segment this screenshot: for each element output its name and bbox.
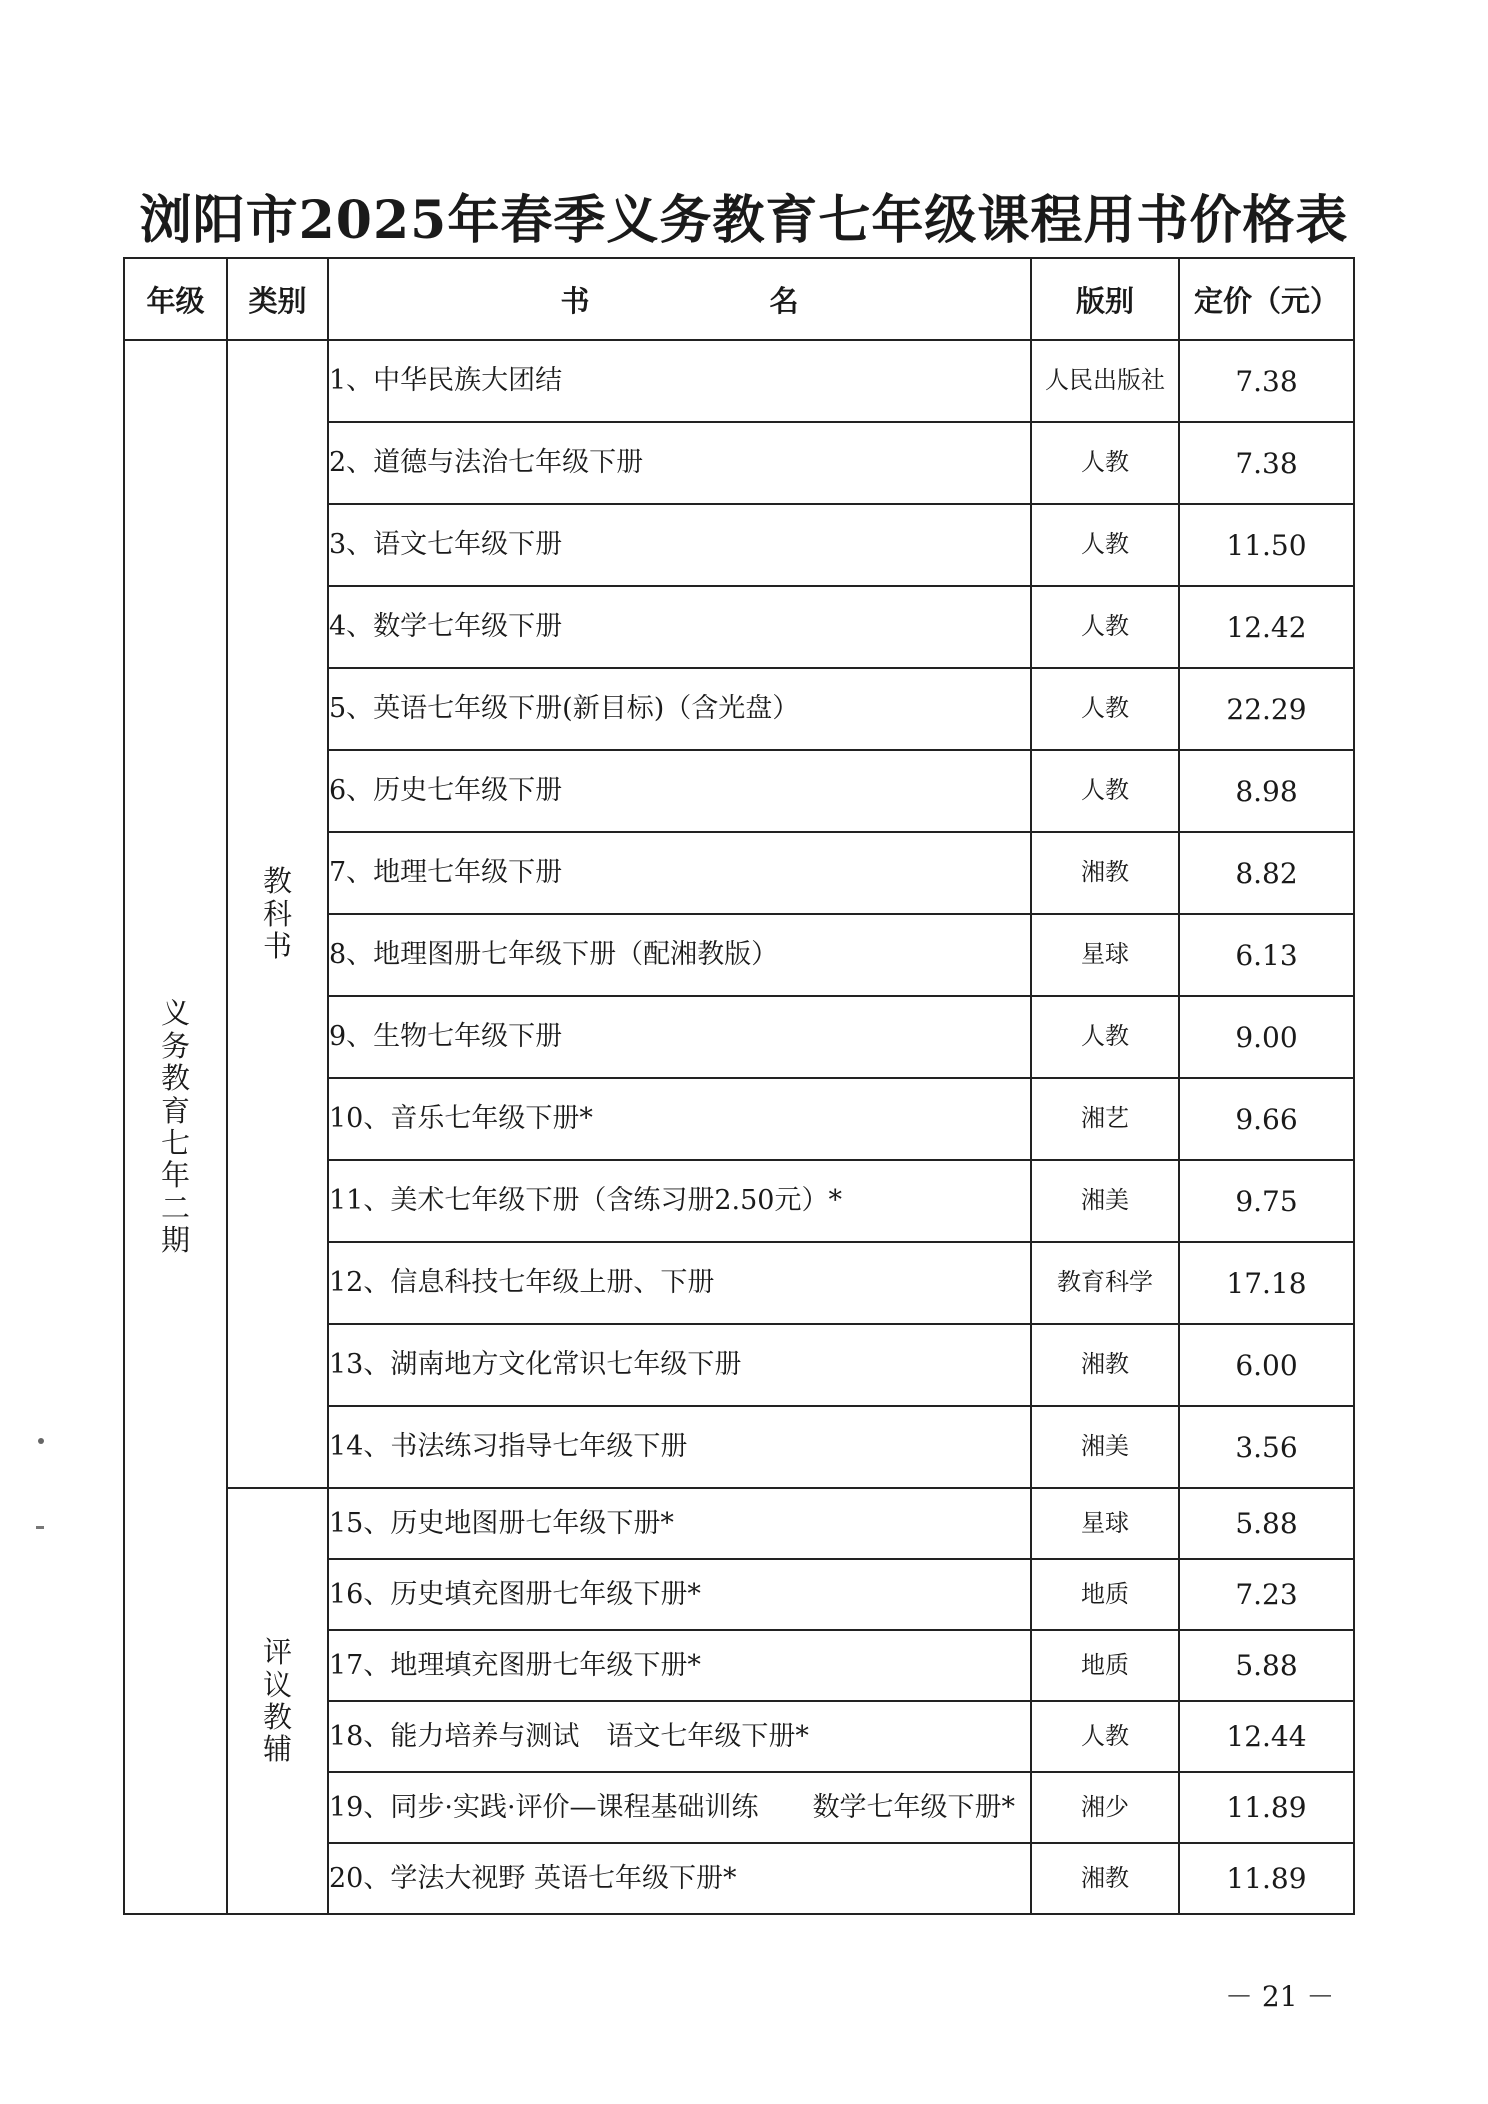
publisher-cell: 湘少 — [1031, 1772, 1179, 1843]
scan-speck — [38, 1438, 44, 1444]
book-name-cell: 18、能力培养与测试 语文七年级下册* — [328, 1701, 1031, 1772]
price-cell: 9.75 — [1179, 1160, 1354, 1242]
category-textbook-cell — [227, 340, 328, 1488]
publisher-cell: 地质 — [1031, 1630, 1179, 1701]
book-name-cell: 6、历史七年级下册 — [328, 750, 1031, 832]
book-name-cell: 19、同步·实践·评价—课程基础训练 数学七年级下册* — [328, 1772, 1031, 1843]
publisher-cell: 星球 — [1031, 1488, 1179, 1559]
price-cell: 7.23 — [1179, 1559, 1354, 1630]
book-name-cell: 7、地理七年级下册 — [328, 832, 1031, 914]
price-cell: 5.88 — [1179, 1630, 1354, 1701]
publisher-cell: 人教 — [1031, 422, 1179, 504]
book-name-cell: 14、书法练习指导七年级下册 — [328, 1406, 1031, 1488]
price-cell: 11.89 — [1179, 1772, 1354, 1843]
book-name-cell: 16、历史填充图册七年级下册* — [328, 1559, 1031, 1630]
book-name-cell: 17、地理填充图册七年级下册* — [328, 1630, 1031, 1701]
table-row — [124, 340, 1354, 422]
publisher-cell: 湘艺 — [1031, 1078, 1179, 1160]
publisher-cell: 人教 — [1031, 750, 1179, 832]
grade-label: 义务教育七年二期 — [160, 996, 190, 1258]
price-table — [123, 257, 1355, 1915]
publisher-cell: 地质 — [1031, 1559, 1179, 1630]
price-cell: 11.89 — [1179, 1843, 1354, 1914]
category-label: 教科书 — [262, 864, 292, 964]
book-name-cell: 2、道德与法治七年级下册 — [328, 422, 1031, 504]
header-bookname-part2: 名 — [769, 283, 799, 318]
table-header-row — [124, 258, 1354, 340]
publisher-cell: 教育科学 — [1031, 1242, 1179, 1324]
header-price: 定价（元） — [1179, 258, 1354, 340]
price-cell: 6.13 — [1179, 914, 1354, 996]
table-row — [124, 1488, 1354, 1559]
book-name-cell: 5、英语七年级下册(新目标)（含光盘） — [328, 668, 1031, 750]
publisher-cell: 星球 — [1031, 914, 1179, 996]
price-cell: 7.38 — [1179, 422, 1354, 504]
price-cell: 17.18 — [1179, 1242, 1354, 1324]
page-title: 浏阳市2025年春季义务教育七年级课程用书价格表 — [139, 190, 1349, 251]
price-cell: 6.00 — [1179, 1324, 1354, 1406]
publisher-cell: 人民出版社 — [1031, 340, 1179, 422]
price-cell: 3.56 — [1179, 1406, 1354, 1488]
book-name-cell: 11、美术七年级下册（含练习册2.50元）* — [328, 1160, 1031, 1242]
publisher-cell: 湘教 — [1031, 1843, 1179, 1914]
book-name-cell: 13、湖南地方文化常识七年级下册 — [328, 1324, 1031, 1406]
book-name-cell: 20、学法大视野 英语七年级下册* — [328, 1843, 1031, 1914]
book-name-cell: 12、信息科技七年级上册、下册 — [328, 1242, 1031, 1324]
book-name-cell: 1、中华民族大团结 — [328, 340, 1031, 422]
publisher-cell: 人教 — [1031, 1701, 1179, 1772]
price-cell: 22.29 — [1179, 668, 1354, 750]
publisher-cell: 湘教 — [1031, 1324, 1179, 1406]
price-cell: 5.88 — [1179, 1488, 1354, 1559]
header-category: 类别 — [227, 258, 328, 340]
book-name-cell: 10、音乐七年级下册* — [328, 1078, 1031, 1160]
book-name-cell: 4、数学七年级下册 — [328, 586, 1031, 668]
book-name-cell: 8、地理图册七年级下册（配湘教版） — [328, 914, 1031, 996]
book-name-cell: 3、语文七年级下册 — [328, 504, 1031, 586]
grade-cell — [124, 340, 227, 1914]
price-cell: 8.82 — [1179, 832, 1354, 914]
header-bookname — [328, 258, 1031, 340]
price-cell: 12.44 — [1179, 1701, 1354, 1772]
price-cell: 9.00 — [1179, 996, 1354, 1078]
category-supplementary-cell — [227, 1488, 328, 1914]
category-label: 评议教辅 — [262, 1635, 292, 1767]
header-publisher: 版别 — [1031, 258, 1179, 340]
publisher-cell: 湘教 — [1031, 832, 1179, 914]
header-grade: 年级 — [124, 258, 227, 340]
publisher-cell: 人教 — [1031, 586, 1179, 668]
price-cell: 7.38 — [1179, 340, 1354, 422]
price-cell: 12.42 — [1179, 586, 1354, 668]
price-cell: 11.50 — [1179, 504, 1354, 586]
book-name-cell: 9、生物七年级下册 — [328, 996, 1031, 1078]
price-cell: 8.98 — [1179, 750, 1354, 832]
publisher-cell: 湘美 — [1031, 1406, 1179, 1488]
publisher-cell: 人教 — [1031, 504, 1179, 586]
publisher-cell: 人教 — [1031, 668, 1179, 750]
header-bookname-part1: 书 — [560, 283, 590, 318]
book-name-cell: 15、历史地图册七年级下册* — [328, 1488, 1031, 1559]
publisher-cell: 湘美 — [1031, 1160, 1179, 1242]
scan-speck — [36, 1526, 44, 1529]
publisher-cell: 人教 — [1031, 996, 1179, 1078]
page-number: － 21 － — [1225, 1980, 1335, 2013]
price-cell: 9.66 — [1179, 1078, 1354, 1160]
